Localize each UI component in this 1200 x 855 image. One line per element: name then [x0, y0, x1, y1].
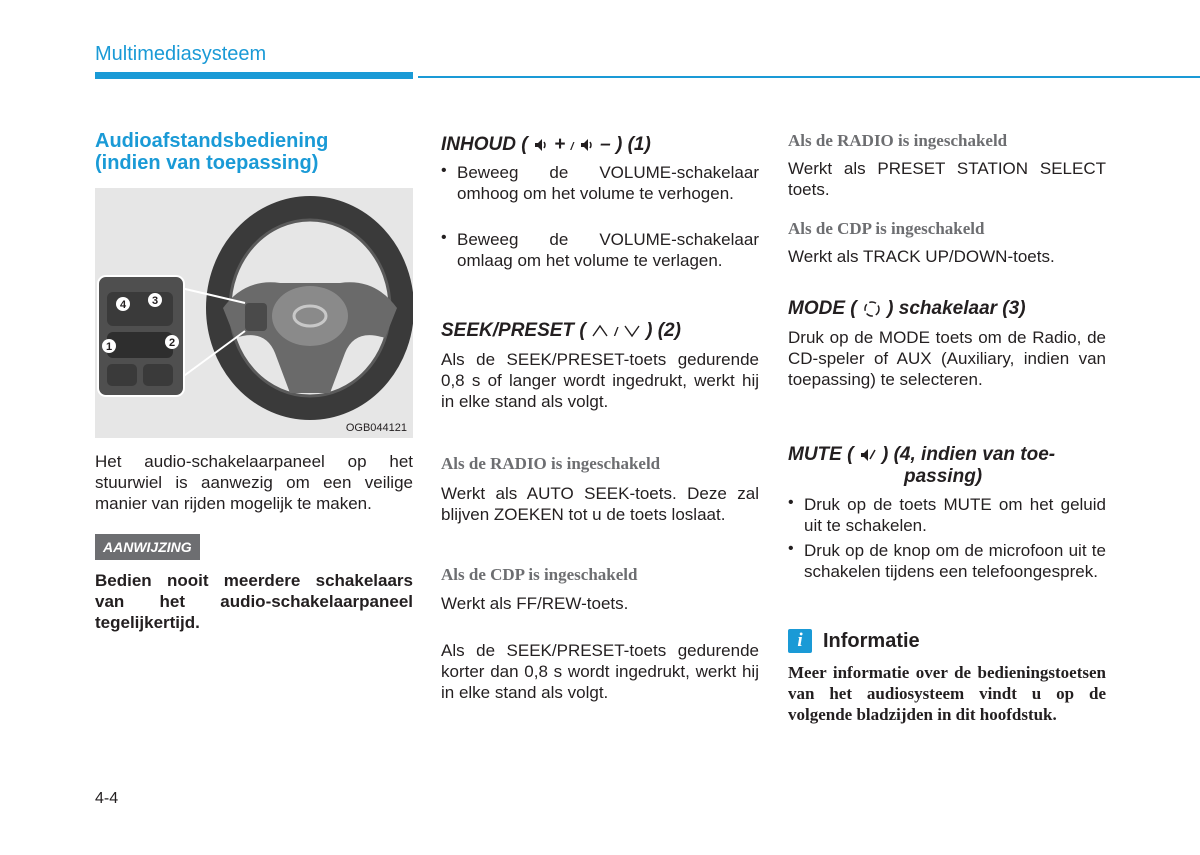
- seek-heading: [441, 320, 771, 343]
- speaker-icon: [579, 137, 595, 153]
- volume-heading-prefix: INHOUD (: [441, 134, 528, 155]
- cdp-heading: Als de CDP is ingeschakeld: [441, 565, 638, 584]
- volume-minus: –: [600, 134, 611, 155]
- column1-body: Het audio-schakelaarpaneel op het stuurwiel is aanwezig om een veilige manier van rijden mogelijk te maken.: [95, 452, 413, 513]
- mode-text: Druk op de MODE toets om de Radio, de CD-speler of AUX (Auxiliary, indien van toepassing) te selecteren.: [788, 328, 1106, 389]
- mute-heading-line2: passing): [904, 466, 983, 487]
- mode-heading-suffix: ) schakelaar (3): [887, 298, 1026, 319]
- radio-text-2: Werkt als PRESET STATION SELECT toets.: [788, 159, 1106, 199]
- volume-bullet-2: • Beweeg de VOLUME-schakelaar omlaag om het volume te verlagen.: [441, 229, 759, 270]
- callout-3: [148, 293, 162, 307]
- mode-heading: [788, 298, 1118, 320]
- note-text: Bedien nooit meerdere schakelaars van het audio-schakelaarpaneel tegelijkertijd.: [95, 571, 413, 632]
- page-number: 4-4: [95, 790, 119, 807]
- mute-speaker-icon: [859, 446, 877, 464]
- volume-heading-suffix: ) (1): [616, 134, 651, 155]
- speaker-icon: [533, 137, 549, 153]
- info-icon: i: [788, 629, 812, 653]
- svg-text:3: 3: [151, 295, 159, 307]
- volume-plus: +: [554, 134, 566, 155]
- header-bar-right: [418, 76, 1200, 78]
- info-heading: Informatie: [823, 630, 920, 652]
- svg-text:4: 4: [119, 299, 127, 311]
- seek-sep: /: [614, 325, 618, 339]
- radio-heading-2: Als de RADIO is ingeschakeld: [788, 131, 1008, 150]
- steering-wheel-illustration: [95, 188, 413, 438]
- title-line1: Audioafstandsbediening: [95, 130, 329, 152]
- section-title: Multimediasysteem: [95, 43, 267, 65]
- mute-bullet-1: • Druk op de toets MUTE om het geluid uit te schakelen.: [788, 494, 1106, 535]
- volume-bullet-1: • Beweeg de VOLUME-schakelaar omhoog om het volume te verhogen.: [441, 162, 759, 203]
- header-bar-left: [95, 72, 413, 79]
- seek-heading-suffix: ) (2): [646, 320, 681, 341]
- callout-4: [116, 297, 130, 311]
- chevron-up-icon: [591, 324, 609, 338]
- cdp-text: Werkt als FF/REW-toets.: [441, 594, 629, 613]
- column1-title: [95, 130, 415, 174]
- cdp-heading-2: Als de CDP is ingeschakeld: [788, 219, 985, 238]
- mute-heading-prefix: MUTE (: [788, 444, 854, 465]
- seek-heading-prefix: SEEK/PRESET (: [441, 320, 586, 341]
- figure-code: OGB044121: [345, 422, 407, 434]
- mute-heading: [788, 444, 1118, 488]
- radio-heading: Als de RADIO is ingeschakeld: [441, 454, 661, 473]
- volume-sep: /: [570, 141, 574, 153]
- mode-circle-icon: [862, 299, 882, 319]
- note-badge: AANWIJZING: [95, 534, 200, 560]
- callout-2: [165, 335, 179, 349]
- volume-heading: [441, 134, 771, 158]
- chevron-down-icon: [623, 324, 641, 338]
- svg-text:1: 1: [105, 341, 113, 353]
- info-text: Meer informatie over de bedieningstoetsen van het audiosysteem vindt u op de volgende bladzijden in dit hoofdstuk.: [788, 663, 1106, 724]
- mute-heading-suffix: ) (4, indien van toe-: [882, 444, 1056, 465]
- seek-intro: Als de SEEK/PRESET-toets gedurende 0,8 s of langer wordt ingedrukt, werkt hij in elke stand als volgt.: [441, 350, 759, 411]
- title-line2: (indien van toepassing): [95, 152, 319, 174]
- radio-text: Werkt als AUTO SEEK-toets. Deze zal blijven ZOEKEN tot u de toets loslaat.: [441, 484, 759, 524]
- mute-bullet-2: • Druk op de knop om de microfoon uit te schakelen tijdens een telefoongesprek.: [788, 540, 1106, 581]
- seek-short: Als de SEEK/PRESET-toets gedurende korter dan 0,8 s wordt ingedrukt, werkt hij in elke stand als volgt.: [441, 641, 759, 702]
- steering-wheel-figure: [95, 188, 413, 438]
- callout-1: [102, 339, 116, 353]
- svg-text:2: 2: [168, 337, 176, 349]
- cdp-text-2: Werkt als TRACK UP/DOWN-toets.: [788, 247, 1055, 266]
- mode-heading-prefix: MODE (: [788, 298, 857, 319]
